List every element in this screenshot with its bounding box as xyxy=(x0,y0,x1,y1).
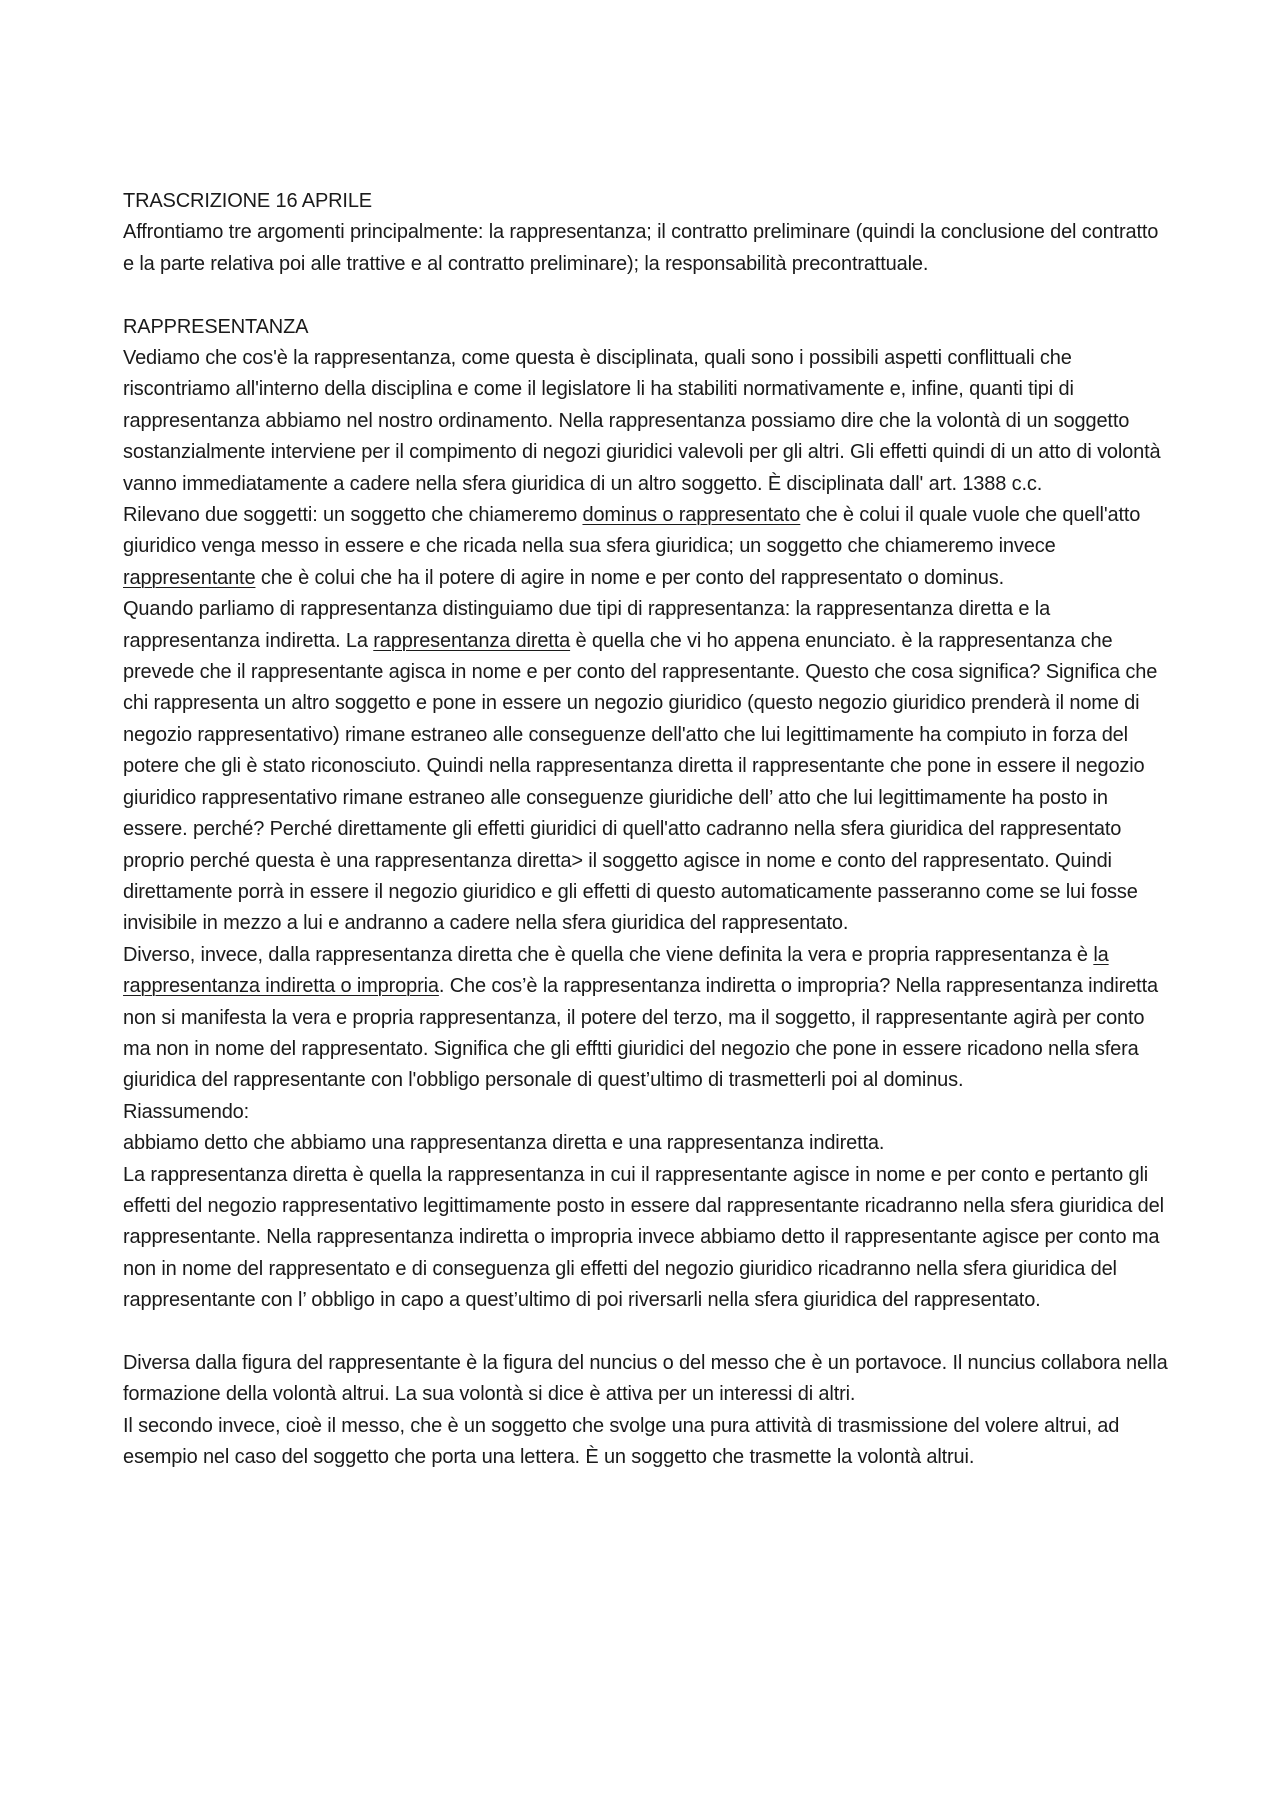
intro-paragraph: Affrontiamo tre argomenti principalmente: la rappresentanza; il contratto preliminare (quindi la conclusione del contratto e la parte relativa poi alle trattive e al contratto preliminare); la responsabilità precontrattuale. xyxy=(123,221,1159,275)
summary-line: abbiamo detto che abbiamo una rappresentanza diretta e una rappresentanza indiretta. xyxy=(123,1132,885,1155)
paragraph-indirect-representation xyxy=(123,940,1168,1097)
text-run: Rilevano due soggetti: un soggetto che chiameremo xyxy=(123,504,583,527)
summary-label: Riassumendo: xyxy=(123,1100,250,1123)
blank-line xyxy=(123,280,1168,311)
summary-paragraph: La rappresentanza diretta è quella la rappresentanza in cui il rappresentante agisce in nome e per conto e pertanto gli effetti del negozio rappresentativo legittimamente posto in essere dal rappresentante ricadranno nella sfera giuridica del rappresentante. Nella rappresentanza indiretta o impropria invece abbiamo detto il rappresentante agisce per conto ma non in nome del rappresentato e di conseguenza gli effetti del negozio giuridico ricadranno nella sfera giuridica del rappresentante con l’ obbligo in capo a quest’ultimo di poi riversarli nella sfera giuridica del rappresentato. xyxy=(123,1163,1164,1312)
section-heading: RAPPRESENTANZA xyxy=(123,315,309,338)
paragraph-nuncius: Diversa dalla figura del rappresentante è la figura del nuncius o del messo che è un portavoce. Il nuncius collabora nella formazione della volontà altrui. La sua volontà si dice è attiva per un interessi di altri. xyxy=(123,1352,1168,1406)
document-title: TRASCRIZIONE 16 APRILE xyxy=(123,190,372,212)
text-run: è quella che vi ho appena enunciato. è la rappresentanza che prevede che il rappresentante agisca in nome e per conto del rappresentante. Questo che cosa significa? Significa che chi rappresenta un altro soggetto e pone in essere un negozio giuridico (questo negozio giuridico prenderà il nome di negozio rappresentativo) rimane estraneo alle conseguenze dell'atto che lui legittimamente ha compiuto in forza del potere che gli è stato riconosciuto. Quindi nella rappresentanza diretta il rappresentante che pone in essere il negozio giuridico rappresentativo rimane estraneo alle conseguenze giuridiche dell’ atto che lui legittimamente ha posto in essere. perché? Perché direttamente gli effetti giuridici di quell'atto cadranno nella sfera giuridica del rappresentato proprio perché questa è una rappresentanza diretta> il soggetto agisce in nome e conto del rappresentato. Quindi direttamente porrà in essere il negozio giuridico e gli effetti di questo automaticamente passeranno come se lui fosse invisibile in mezzo a lui e andranno a cadere nella sfera giuridica del rappresentato. xyxy=(123,629,1158,935)
text-run: che è colui che ha il potere di agire in nome e per conto del rappresentato o dominus. xyxy=(255,566,1004,589)
document-page xyxy=(123,186,1168,1474)
text-run: . Che cos’è la rappresentanza indiretta o impropria? Nella rappresentanza indiretta non si manifesta la vera e propria rappresentanza, il potere del terzo, ma il soggetto, il rappresentante agirà per conto ma non in nome del rappresentato. Significa che gli efftti giuridici del negozio che pone in essere ricadono nella sfera giuridica del rappresentante con l'obbligo personale di quest’ultimo di trasmetterli poi al dominus. xyxy=(123,975,1158,1092)
blank-line xyxy=(123,1317,1168,1348)
paragraph-definition: Vediamo che cos'è la rappresentanza, come questa è disciplinata, quali sono i possibili aspetti conflittuali che riscontriamo all'interno della disciplina e come il legislatore li ha stabiliti normativamente e, infine, quanti tipi di rappresentanza abbiamo nel nostro ordinamento. Nella rappresentanza possiamo dire che la volontà di un soggetto sostanzialmente interviene per il compimento di negozi giuridici valevoli per gli altri. Gli effetti quindi di un atto di volontà vanno immediatamente a cadere nella sfera giuridica di un altro soggetto. È disciplinata dall' art. 1388 c.c. xyxy=(123,347,1161,495)
underlined-term-rappresentanza-diretta: rappresentanza diretta xyxy=(373,629,571,652)
underlined-term-rappresentante: rappresentante xyxy=(123,566,256,589)
paragraph-direct-representation xyxy=(123,594,1168,939)
text-run: che è colui il quale vuole che quell'atto giuridico venga messo in essere e che ricada nella sua sfera giuridica; un soggetto che chiameremo invece xyxy=(123,504,1141,558)
underlined-term-dominus: dominus o rappresentato xyxy=(582,504,801,527)
underlined-term-rappresentanza-indiretta: la rappresentanza indiretta o impropria xyxy=(123,943,1109,998)
paragraph-messo: Il secondo invece, cioè il messo, che è un soggetto che svolge una pura attività di trasmissione del volere altrui, ad esempio nel caso del soggetto che porta una lettera. È un soggetto che trasmette la volontà altrui. xyxy=(123,1414,1120,1469)
paragraph-subjects xyxy=(123,500,1168,594)
text-run: Quando parliamo di rappresentanza distinguiamo due tipi di rappresentanza: la rappresentanza diretta e la rappresentanza indiretta. La xyxy=(123,598,1051,652)
text-run: Diverso, invece, dalla rappresentanza diretta che è quella che viene definita la vera e propria rappresentanza è xyxy=(123,943,1094,966)
